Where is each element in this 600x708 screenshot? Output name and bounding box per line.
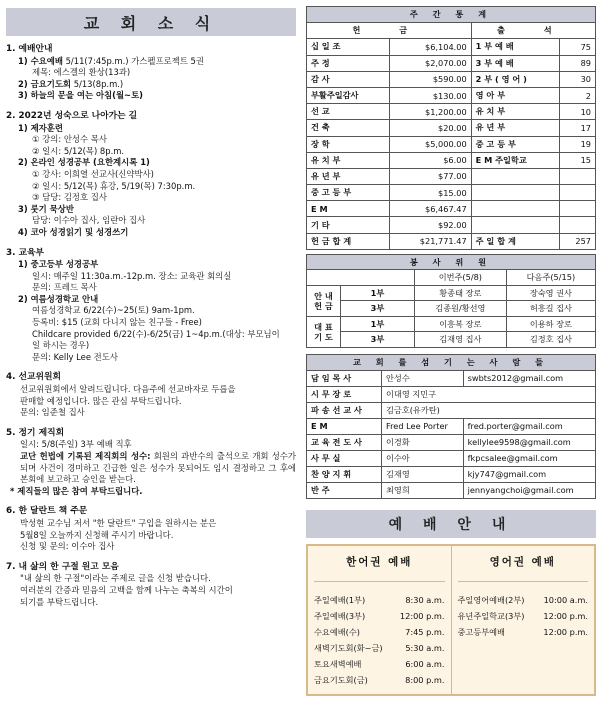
offering-label: 감 사 (307, 71, 390, 87)
attendance-count (559, 185, 595, 201)
staff-row (307, 450, 596, 466)
staff-name: 김금호(유카탄) (382, 402, 596, 418)
worship-name: 새벽기도회(화~금) (314, 642, 383, 653)
news-subitem-line: ① 강의: 안성수 목사 (32, 134, 107, 145)
attendance-total-value: 257 (559, 233, 595, 249)
attendance-label: 1 부 예 배 (471, 39, 559, 55)
news-paragraph-line: 문의: 임준철 집사 (20, 407, 85, 418)
staff-row (307, 386, 596, 402)
worship-time: 12:00 p.m. (399, 610, 445, 621)
meeting-note: * 제직들의 많은 참여 부탁드립니다. (10, 485, 143, 496)
news-item (6, 44, 296, 102)
worship-time: 8:30 a.m. (405, 594, 445, 605)
service-row (307, 316, 596, 332)
offering-label: 장 학 (307, 136, 390, 152)
news-subitem (6, 79, 296, 91)
offering-label: 건 축 (307, 120, 390, 136)
this-week-header: 이번주(5/8) (414, 270, 506, 286)
news-paragraph-line: 여러분의 간증과 믿음의 고백을 함께 나누는 축복의 시간이 (20, 584, 233, 595)
offering-amount: $130.00 (389, 87, 471, 103)
news-item (6, 248, 296, 364)
korean-worship-column (308, 546, 451, 694)
offering-label: 기 타 (307, 217, 390, 233)
staff-name: 안성수 (382, 370, 464, 386)
attendance-header: 출 석 (471, 23, 595, 39)
worship-row (458, 592, 589, 608)
news-paragraph-line: 5월8일 오늘까지 신청해 주시기 바랍니다. (20, 529, 174, 540)
meeting-date: 일시: 5/8(주일) 3부 예배 직후 (20, 439, 132, 450)
attendance-label: 2 부 ( 영 어 ) (471, 71, 559, 87)
next-week-header: 다음주(5/15) (506, 270, 595, 286)
news-subitem-text: 5/11(7:45p.m.) 가스펠프로젝트 5권 (62, 55, 204, 66)
attendance-label (471, 217, 559, 233)
worship-name: 주일예배(3부) (314, 610, 366, 621)
offering-label: 주 정 (307, 55, 390, 71)
attendance-label (471, 185, 559, 201)
offering-label: 선 교 (307, 104, 390, 120)
offering-amount: $20.00 (389, 120, 471, 136)
worship-name: 주일영어예배(2부) (457, 594, 525, 605)
staff-role: 사 무 실 (307, 450, 382, 466)
news-subitem-heading: 3) 하늘의 문을 여는 아침(월~토) (18, 90, 143, 101)
worship-row (458, 608, 589, 624)
news-subitem-line: 문의: Kelly Lee 전도사 (32, 351, 118, 362)
news-item-heading: 1. 예배안내 (6, 44, 53, 54)
attendance-count (559, 168, 595, 184)
attendance-count (559, 217, 595, 233)
staff-email: kjy747@gmail.com (463, 466, 595, 482)
news-item (6, 562, 296, 608)
staff-row (307, 402, 596, 418)
news-subitem-line: 여름성경학교 6/22(수)~25(토) 9am-1pm. (32, 305, 195, 316)
news-paragraph-line: 선교위원회에서 알려드립니다. 다음주에 선교바자로 두릅을 (20, 384, 236, 395)
church-staff-title: 교 회 를 섬 기 는 사 람 들 (307, 354, 596, 370)
weekly-stats-row (307, 55, 596, 71)
worship-name: 주일예배(1부) (314, 594, 366, 605)
worship-row (314, 640, 445, 656)
staff-email: kellylee9598@gmail.com (463, 434, 595, 450)
service-part: 1부 (341, 316, 415, 332)
worship-time: 7:45 p.m. (405, 626, 445, 637)
news-subitem (6, 56, 296, 68)
service-this-week: 김종원/황선영 (414, 301, 506, 317)
news-subitem-heading: 1) 중고등부 성경공부 (18, 259, 99, 270)
news-subitem (6, 123, 296, 135)
staff-row (307, 418, 596, 434)
english-worship-column (451, 546, 595, 694)
news-item (6, 111, 296, 239)
worship-row (314, 672, 445, 688)
service-part: 1부 (341, 285, 415, 301)
news-subitem-line: ② 일시: 5/12(목) 8p.m. (32, 145, 125, 156)
service-part: 3부 (341, 332, 415, 348)
worship-guide (306, 544, 596, 696)
news-subitem-line: 제목: 에스겔의 환상(13과) (32, 67, 131, 78)
offering-amount: $590.00 (389, 71, 471, 87)
service-this-week: 이흥복 장로 (414, 316, 506, 332)
offering-amount: $6,104.00 (389, 39, 471, 55)
worship-time: 8:00 p.m. (405, 674, 445, 685)
weekly-stats-row (307, 168, 596, 184)
staff-role: E M (307, 418, 382, 434)
staff-email: jennyangchoi@gmail.com (463, 482, 595, 498)
weekly-stats-row (307, 185, 596, 201)
news-subitem (6, 227, 296, 239)
worship-name: 유년주일학교(3부) (457, 610, 525, 621)
weekly-stats-row (307, 39, 596, 55)
attendance-count: 19 (559, 136, 595, 152)
worship-name: 중고등부예배 (457, 626, 505, 637)
offering-amount: $15.00 (389, 185, 471, 201)
attendance-count: 15 (559, 152, 595, 168)
offering-label: 십 일 조 (307, 39, 390, 55)
korean-worship-title: 한어권 예배 (314, 554, 445, 582)
staff-name: 김재영 (382, 466, 464, 482)
staff-name: 이대영 지민구 (382, 386, 596, 402)
attendance-count: 30 (559, 71, 595, 87)
attendance-label: 영 아 부 (471, 87, 559, 103)
news-paragraph-line: 박성현 교수님 저서 "한 달란트" 구입을 원하시는 분은 (20, 517, 217, 528)
weekly-stats-row (307, 120, 596, 136)
staff-name: 이수아 (382, 450, 464, 466)
attendance-label: 유 치 부 (471, 104, 559, 120)
weekly-stats-row (307, 217, 596, 233)
offering-label: 유 치 부 (307, 152, 390, 168)
news-subitem-line: ③ 담당: 김정호 집사 (32, 192, 107, 203)
news-subitem-text: 5/13(8p.m.) (71, 78, 124, 89)
worship-row (314, 608, 445, 624)
service-part: 3부 (341, 301, 415, 317)
worship-time: 12:00 p.m. (543, 626, 588, 637)
attendance-count: 17 (559, 120, 595, 136)
offering-label: 유 년 부 (307, 168, 390, 184)
news-subitem-line: 등록비: $15 (교회 다니지 않는 친구들 - Free) (32, 317, 202, 328)
attendance-label: 중 고 등 부 (471, 136, 559, 152)
news-subitem-line: 일 하시는 경우) (32, 340, 90, 351)
news-subitem-line: 문의: 프레드 목사 (32, 282, 97, 293)
meeting-rule-text: 회원의 과반수의 출석으로 개회 성수가 되며 사건이 경미하고 긴급한 일은 성수가 못되어도 임시 결정하고 그 후에 본회에 보고하고 승인을 받는다. (20, 451, 296, 485)
service-this-week: 황종태 장로 (414, 285, 506, 301)
staff-role: 담 임 목 사 (307, 370, 382, 386)
news-subitem-heading: 2) 온라인 성경공부 (요한계시록 1) (18, 157, 150, 168)
service-row (307, 332, 596, 348)
news-subitem (6, 259, 296, 271)
weekly-stats-row (307, 152, 596, 168)
staff-row (307, 434, 596, 450)
offering-amount: $1,200.00 (389, 104, 471, 120)
news-subitem-line: Childcare provided 6/22(수)-6/25(금) 1~4p.m.(대상: 부모님이 (32, 328, 280, 339)
staff-name: Fred Lee Porter (382, 418, 464, 434)
staff-row (307, 370, 596, 386)
offering-amount: $5,000.00 (389, 136, 471, 152)
news-subitem-line: ① 강사: 이희열 선교사(신약박사) (32, 168, 154, 179)
worship-row (314, 592, 445, 608)
worship-guide-title: 예 배 안 내 (306, 510, 596, 538)
news-subitem-line: ② 일시: 5/12(목) 휴강, 5/19(목) 7:30p.m. (32, 180, 196, 191)
offering-label: 중 고 등 부 (307, 185, 390, 201)
news-subitem (6, 90, 296, 102)
attendance-label (471, 168, 559, 184)
english-worship-title: 영어권 예배 (458, 554, 589, 582)
staff-email: swbts2012@gmail.com (463, 370, 595, 386)
staff-role: 파 송 선 교 사 (307, 402, 382, 418)
worship-name: 토요새벽예배 (314, 658, 362, 669)
attendance-label: 3 부 예 배 (471, 55, 559, 71)
attendance-label (471, 201, 559, 217)
attendance-count: 89 (559, 55, 595, 71)
attendance-label: 유 년 부 (471, 120, 559, 136)
service-next-week: 장숙영 권사 (506, 285, 595, 301)
worship-row (314, 656, 445, 672)
worship-time: 5:30 a.m. (405, 642, 445, 653)
service-group-label: 안 내 헌 금 (307, 285, 341, 316)
attendance-label: E M 주일학교 (471, 152, 559, 168)
news-item (6, 372, 296, 418)
news-item-heading: 4. 선교위원회 (6, 372, 62, 383)
worship-name: 금요기도회(금) (314, 674, 368, 685)
worship-time: 12:00 p.m. (543, 610, 588, 621)
staff-name: 이경화 (382, 434, 464, 450)
church-news (6, 8, 296, 617)
news-item (6, 428, 296, 498)
staff-role: 찬 양 지 휘 (307, 466, 382, 482)
staff-email: fkpcsalee@gmail.com (463, 450, 595, 466)
service-row (307, 301, 596, 317)
news-item-heading: 5. 정기 제직회 (6, 427, 65, 438)
weekly-stats-row (307, 71, 596, 87)
news-paragraph-line: 되기를 부탁드립니다. (20, 596, 99, 607)
weekly-stats-table (306, 6, 596, 250)
weekly-stats-title: 주 간 통 계 (307, 7, 596, 23)
offering-label: 부활주일감사 (307, 87, 390, 103)
news-item-heading: 2. 2022년 성숙으로 나아가는 길 (6, 110, 138, 121)
staff-role: 시 무 장 로 (307, 386, 382, 402)
offering-total-value: $21,771.47 (389, 233, 471, 249)
worship-row (314, 624, 445, 640)
staff-row (307, 466, 596, 482)
offering-amount: $92.00 (389, 217, 471, 233)
meeting-rule (6, 451, 296, 486)
staff-role: 교 육 전 도 사 (307, 434, 382, 450)
news-item-heading: 7. 내 삶의 한 구절 원고 모음 (6, 561, 119, 572)
church-staff-table (306, 354, 596, 499)
weekly-stats-row (307, 87, 596, 103)
weekly-stats-row (307, 201, 596, 217)
worship-name: 수요예배(수) (314, 626, 360, 637)
service-next-week: 허흥길 집사 (506, 301, 595, 317)
staff-email: fred.porter@gmail.com (463, 418, 595, 434)
offering-amount: $77.00 (389, 168, 471, 184)
service-next-week: 이용하 장로 (506, 316, 595, 332)
news-subitem (6, 157, 296, 169)
service-next-week: 김정호 집사 (506, 332, 595, 348)
news-subitem-heading: 1) 수요예배 (18, 55, 63, 66)
news-paragraph-line: "내 삶의 한 구절"이라는 주제로 글을 신청 받습니다. (20, 573, 211, 584)
news-paragraph-line: 신청 및 문의: 이수아 집사 (20, 541, 115, 552)
news-item-heading: 3. 교육부 (6, 247, 45, 258)
news-list (6, 44, 296, 608)
right-column (306, 6, 596, 696)
news-paragraph-line: 판매할 예정입니다. 많은 관심 부탁드립니다. (20, 395, 182, 406)
news-subitem-line: 담당: 이수아 집사, 임란아 집사 (32, 215, 146, 226)
news-subitem (6, 294, 296, 306)
attendance-count: 2 (559, 87, 595, 103)
offering-amount: $6,467.47 (389, 201, 471, 217)
church-news-title: 교 회 소 식 (6, 8, 296, 36)
worship-row (458, 624, 589, 640)
attendance-count: 10 (559, 104, 595, 120)
service-committee-title: 봉 사 위 원 (307, 254, 596, 270)
news-subitem-heading: 3) 룻기 묵상반 (18, 203, 74, 214)
news-subitem-heading: 4) 코아 성경읽기 및 성경쓰기 (18, 226, 129, 237)
weekly-stats-row (307, 136, 596, 152)
news-subitem (6, 204, 296, 216)
staff-role: 반 주 (307, 482, 382, 498)
news-item-heading: 6. 한 달란트 책 주문 (6, 506, 88, 517)
offering-total-label: 헌 금 합 계 (307, 233, 390, 249)
offering-label: E M (307, 201, 390, 217)
staff-name: 최영희 (382, 482, 464, 498)
news-subitem-heading: 2) 여름성경학교 안내 (18, 293, 99, 304)
attendance-count (559, 201, 595, 217)
meeting-rule-bold: 교단 헌법에 기록된 제직회의 성수: (20, 451, 151, 461)
service-this-week: 김재영 집사 (414, 332, 506, 348)
worship-time: 6:00 a.m. (405, 658, 445, 669)
offering-amount: $2,070.00 (389, 55, 471, 71)
weekly-stats-row (307, 104, 596, 120)
worship-time: 10:00 a.m. (543, 594, 588, 605)
news-subitem-heading: 2) 금요기도회 (18, 78, 72, 89)
offering-amount: $6.00 (389, 152, 471, 168)
news-item (6, 506, 296, 552)
staff-row (307, 482, 596, 498)
attendance-count: 75 (559, 39, 595, 55)
service-row (307, 285, 596, 301)
service-group-label: 대 표 기 도 (307, 316, 341, 347)
offering-header: 헌 금 (307, 23, 472, 39)
news-subitem-line: 일시: 매주일 11:30a.m.-12p.m. 장소: 교육관 회의실 (32, 270, 232, 281)
service-committee-table (306, 254, 596, 348)
news-subitem-heading: 1) 제자훈련 (18, 122, 63, 133)
attendance-total-label: 주 일 합 계 (471, 233, 559, 249)
